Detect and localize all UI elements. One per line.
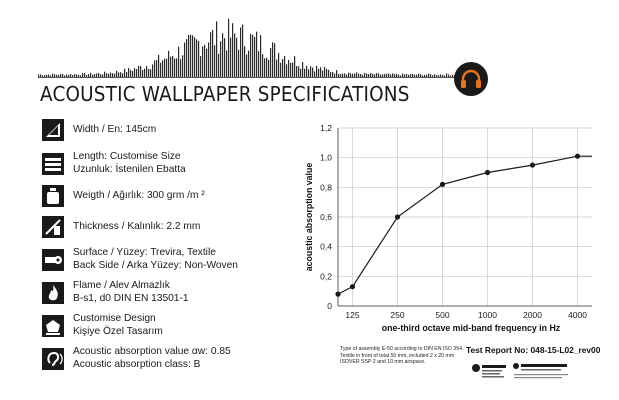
- x-tick-label: 500: [435, 310, 450, 320]
- waveform-bar: [186, 39, 187, 77]
- spec-absorption-line-1: Acoustic absorption value αw: 0.85: [73, 346, 231, 357]
- waveform-bar: [304, 69, 305, 77]
- waveform-bar: [204, 45, 205, 77]
- waveform-bar: [302, 62, 303, 77]
- data-point: [575, 154, 580, 159]
- waveform-bar: [246, 54, 247, 77]
- waveform-bar: [184, 43, 185, 77]
- waveform-bar: [262, 54, 263, 77]
- waveform-bar: [268, 60, 269, 77]
- waveform-bar: [324, 67, 325, 77]
- waveform-bar: [206, 49, 207, 77]
- waveform-bar: [172, 56, 173, 77]
- waveform-bar: [194, 37, 195, 77]
- ear-icon: [42, 348, 64, 370]
- waveform-graphic: [38, 18, 458, 78]
- waveform-bar: [320, 67, 321, 77]
- waveform-bar: [272, 42, 273, 77]
- y-tick-label: 1,0: [320, 152, 332, 163]
- waveform-bar: [260, 35, 261, 77]
- waveform-bar: [156, 60, 157, 77]
- design-icon: [42, 315, 64, 337]
- flame-icon: [42, 282, 64, 304]
- x-axis-label: one-third octave mid-band frequency in Hz: [381, 323, 561, 333]
- waveform-bar: [178, 47, 179, 77]
- waveform-bar: [326, 69, 327, 77]
- rolls-icon: [42, 153, 64, 175]
- waveform-bar: [208, 42, 209, 77]
- waveform-bar: [152, 64, 153, 77]
- waveform-bar: [256, 32, 257, 77]
- waveform-bar: [336, 70, 337, 77]
- spec-weight-line-1: Weigth / Ağırlık: 300 grm /m ²: [73, 189, 205, 201]
- spec-design-line-2: Kişiye Özel Tasarım: [73, 325, 163, 337]
- waveform-bar: [226, 50, 227, 77]
- waveform-bar: [316, 66, 317, 77]
- waveform-bar: [252, 35, 253, 77]
- weight-icon: [42, 185, 64, 207]
- waveform-bar: [164, 59, 165, 77]
- waveform-bar: [232, 23, 233, 77]
- spec-width-line-1: Width / En: 145cm: [73, 123, 157, 135]
- x-tick-label: 2000: [523, 310, 542, 320]
- roll-surface-icon: [42, 249, 64, 271]
- test-report-number: Test Report No: 048-15-L02_rev00: [466, 345, 601, 355]
- y-axis-label: acoustic absorption value: [304, 162, 314, 272]
- x-tick-label: 4000: [568, 310, 587, 320]
- waveform-bar: [224, 38, 225, 77]
- waveform-bar: [328, 70, 329, 77]
- waveform-bar: [154, 60, 155, 77]
- x-tick-label: 250: [390, 310, 405, 320]
- y-tick-label: 0,4: [320, 241, 332, 252]
- waveform-bar: [160, 63, 161, 77]
- waveform-bar: [222, 33, 223, 77]
- y-tick-label: 0: [327, 301, 332, 311]
- waveform-bar: [276, 60, 277, 77]
- waveform-bar: [170, 57, 171, 77]
- waveform-bar: [278, 53, 279, 77]
- thickness-icon: [42, 216, 64, 238]
- waveform-bar: [128, 68, 129, 77]
- spec-surface-line-1: Surface / Yüzey: Trevira, Textile: [73, 247, 216, 258]
- lab-logo: [470, 360, 510, 382]
- x-tick-label: 125: [345, 310, 360, 320]
- waveform-bar: [300, 69, 301, 77]
- spec-design: [42, 313, 163, 338]
- waveform-bar: [140, 66, 141, 77]
- waveform-bar: [284, 56, 285, 77]
- y-tick-label: 0,6: [320, 212, 332, 222]
- waveform-bar: [190, 35, 191, 77]
- header-divider: [38, 77, 456, 78]
- waveform-bar: [142, 70, 143, 77]
- waveform-bar: [180, 59, 181, 77]
- y-tick-label: 1,2: [320, 123, 332, 133]
- waveform-bar: [196, 39, 197, 77]
- x-tick-label: 1000: [478, 310, 497, 320]
- spec-surface: [42, 247, 238, 272]
- waveform-bar: [240, 27, 241, 77]
- waveform-bar: [218, 54, 219, 77]
- spec-flame: [42, 280, 189, 305]
- waveform-bar: [202, 46, 203, 77]
- data-point: [440, 182, 445, 187]
- spec-length-line-2: Uzunluk: İstenilen Ebatta: [73, 163, 186, 175]
- waveform-bar: [236, 38, 237, 77]
- partner-logo: [512, 360, 572, 382]
- waveform-bar: [290, 63, 291, 77]
- absorption-chart: [300, 118, 610, 338]
- waveform-bar: [174, 59, 175, 77]
- spec-length: [42, 151, 186, 176]
- waveform-bar: [198, 41, 199, 77]
- waveform-bar: [212, 30, 213, 77]
- waveform-bar: [130, 70, 131, 77]
- spec-design-line-1: Customise Design: [73, 313, 156, 324]
- spec-thickness: [42, 216, 200, 238]
- spec-flame-line-2: B-s1, d0 DIN EN 13501-1: [73, 292, 189, 304]
- waveform-bar: [216, 21, 217, 77]
- waveform-bar: [228, 19, 229, 77]
- waveform-bar: [318, 69, 319, 77]
- spec-surface-line-2: Back Side / Arka Yüzey: Non-Woven: [73, 259, 238, 271]
- waveform-bar: [230, 38, 231, 77]
- waveform-bar: [288, 60, 289, 77]
- waveform-bar: [210, 32, 211, 77]
- waveform-bar: [242, 25, 243, 77]
- waveform-bar: [220, 41, 221, 77]
- waveform-bar: [200, 56, 201, 77]
- waveform-bar: [258, 51, 259, 77]
- page-title: ACOUSTIC WALLPAPER SPECIFICATIONS: [40, 82, 410, 106]
- waveform-bar: [264, 58, 265, 77]
- headphone-icon: [454, 62, 488, 96]
- spec-absorption-line-2: Acoustic absorption class: B: [73, 358, 201, 370]
- waveform-bar: [292, 63, 293, 77]
- data-point: [530, 162, 535, 167]
- waveform-bar: [322, 70, 323, 77]
- waveform-bar: [308, 69, 309, 77]
- waveform-bar: [250, 34, 251, 77]
- spec-absorption: [42, 346, 231, 371]
- waveform-bar: [282, 59, 283, 77]
- waveform-bar: [280, 63, 281, 77]
- waveform-bar: [176, 58, 177, 77]
- waveform-bar: [134, 68, 135, 77]
- waveform-bar: [296, 66, 297, 77]
- waveform-bar: [162, 60, 163, 77]
- waveform-bar: [188, 35, 189, 77]
- assembly-note: Type of assembly E-50 according to DIN EN ISO 354. Textile in front of total 50 mm, included 2 x 20 mm ISOVER SSP 2 and 10 mm airspace.: [340, 346, 464, 366]
- waveform-bar: [298, 66, 299, 77]
- waveform-bar: [192, 35, 193, 77]
- waveform-bar: [214, 45, 215, 77]
- waveform-bar: [234, 33, 235, 77]
- waveform-bar: [146, 66, 147, 77]
- waveform-bar: [306, 66, 307, 77]
- waveform-bar: [286, 64, 287, 77]
- data-point: [395, 214, 400, 219]
- waveform-bar: [248, 51, 249, 77]
- waveform-bar: [312, 68, 313, 77]
- waveform-bar: [254, 37, 255, 77]
- waveform-bar: [238, 50, 239, 77]
- waveform-bar: [310, 66, 311, 77]
- spec-width: [42, 119, 156, 141]
- ruler-square-icon: [42, 119, 64, 141]
- waveform-bar: [136, 69, 137, 77]
- waveform-bar: [138, 66, 139, 77]
- data-point: [335, 292, 340, 297]
- spec-weight: [42, 185, 205, 207]
- waveform-bar: [270, 48, 271, 77]
- waveform-bar: [158, 55, 159, 77]
- waveform-bar: [274, 43, 275, 77]
- data-point: [350, 284, 355, 289]
- waveform-bar: [294, 56, 295, 77]
- series-line: [338, 156, 592, 294]
- waveform-bar: [166, 59, 167, 77]
- waveform-bar: [144, 69, 145, 77]
- spec-thickness-line-1: Thickness / Kalınlık: 2.2 mm: [73, 220, 201, 232]
- y-tick-label: 0,8: [320, 182, 332, 193]
- spec-flame-line-1: Flame / Alev Almazlık: [73, 280, 170, 291]
- waveform-bar: [244, 46, 245, 77]
- waveform-bar: [266, 58, 267, 77]
- y-tick-label: 0,2: [320, 271, 332, 282]
- waveform-bar: [182, 55, 183, 77]
- waveform-bar: [150, 69, 151, 77]
- waveform-bar: [124, 69, 125, 77]
- spec-length-line-1: Length: Customise Size: [73, 151, 181, 162]
- waveform-bar: [148, 69, 149, 77]
- waveform-bar: [168, 51, 169, 77]
- data-point: [485, 170, 490, 175]
